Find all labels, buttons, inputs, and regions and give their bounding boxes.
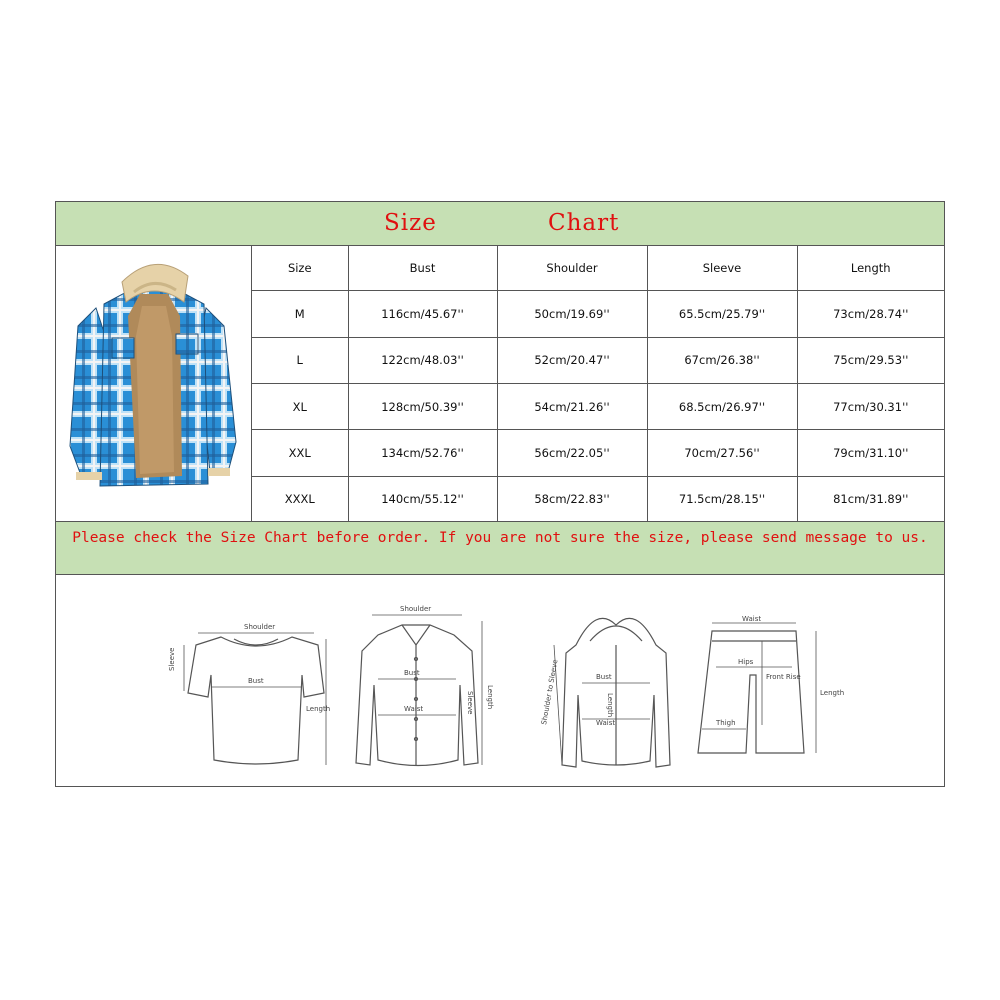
shirt-sleeve-label: Sleeve <box>466 691 474 715</box>
sleeve-cell: 70cm/27.56'' <box>647 430 797 476</box>
order-notice: Please check the Size Chart before order. If you are not sure the size, please send message to us. <box>56 521 944 575</box>
tshirt-sleeve-label: Sleeve <box>168 647 176 671</box>
col-header: Length <box>797 246 944 291</box>
tshirt-shoulder-label: Shoulder <box>244 623 276 631</box>
garment-diagrams <box>56 575 944 786</box>
hoodie-bust-label: Bust <box>596 673 612 681</box>
shorts-thigh-label: Thigh <box>716 719 736 727</box>
table-row <box>252 383 944 429</box>
bust-cell: 134cm/52.76'' <box>348 430 497 476</box>
tshirt-bust-label: Bust <box>248 677 264 685</box>
bust-cell: 128cm/50.39'' <box>348 383 497 429</box>
product-photo <box>56 246 252 521</box>
shoulder-cell: 56cm/22.05'' <box>497 430 647 476</box>
plaid-jacket-image <box>56 246 252 521</box>
shorts-outline <box>698 631 804 753</box>
shorts-length-label: Length <box>820 689 845 697</box>
sleeve-cell: 68.5cm/26.97'' <box>647 383 797 429</box>
title-chart: Chart <box>548 210 620 236</box>
shoulder-cell: 58cm/22.83'' <box>497 476 647 521</box>
shirt-waist-label: Waist <box>404 705 424 713</box>
bust-cell: 122cm/48.03'' <box>348 337 497 383</box>
tshirt-length-label: Length <box>306 705 331 713</box>
shirt-outline <box>356 625 478 766</box>
size-table <box>252 246 944 521</box>
title-size: Size <box>384 210 437 236</box>
col-header: Shoulder <box>497 246 647 291</box>
hoodie-shoulder-to-sleeve-label: Shoulder to Sleeve <box>540 658 560 726</box>
length-cell: 73cm/28.74'' <box>797 291 944 337</box>
size-chart-sheet <box>55 201 945 787</box>
length-cell: 77cm/30.31'' <box>797 383 944 429</box>
sleeve-cell: 71.5cm/28.15'' <box>647 476 797 521</box>
table-row <box>252 430 944 476</box>
size-cell: XL <box>252 383 348 429</box>
col-header: Bust <box>348 246 497 291</box>
shirt-shoulder-label: Shoulder <box>400 605 432 613</box>
table-row <box>252 337 944 383</box>
shorts-hips-label: Hips <box>738 658 754 666</box>
title-bar <box>56 202 944 246</box>
shoulder-cell: 52cm/20.47'' <box>497 337 647 383</box>
bust-cell: 140cm/55.12'' <box>348 476 497 521</box>
shorts-front-rise-label: Front Rise <box>766 673 801 681</box>
size-cell: L <box>252 337 348 383</box>
sleeve-cell: 65.5cm/25.79'' <box>647 291 797 337</box>
hoodie-waist-label: Waist <box>596 719 616 727</box>
table-header-row <box>252 246 944 291</box>
hoodie-length-label: Length <box>606 693 614 718</box>
length-cell: 81cm/31.89'' <box>797 476 944 521</box>
shirt-length-label: Length <box>486 685 494 710</box>
shoulder-cell: 50cm/19.69'' <box>497 291 647 337</box>
size-cell: XXL <box>252 430 348 476</box>
size-cell: M <box>252 291 348 337</box>
col-header: Sleeve <box>647 246 797 291</box>
shoulder-cell: 54cm/21.26'' <box>497 383 647 429</box>
shorts-waist-label: Waist <box>742 615 762 623</box>
shirt-bust-label: Bust <box>404 669 420 677</box>
measurement-diagrams <box>56 575 944 786</box>
bust-cell: 116cm/45.67'' <box>348 291 497 337</box>
col-header: Size <box>252 246 348 291</box>
sleeve-cell: 67cm/26.38'' <box>647 337 797 383</box>
length-cell: 75cm/29.53'' <box>797 337 944 383</box>
tshirt-outline <box>188 637 324 764</box>
table-row <box>252 476 944 521</box>
table-row <box>252 291 944 337</box>
length-cell: 79cm/31.10'' <box>797 430 944 476</box>
size-cell: XXXL <box>252 476 348 521</box>
